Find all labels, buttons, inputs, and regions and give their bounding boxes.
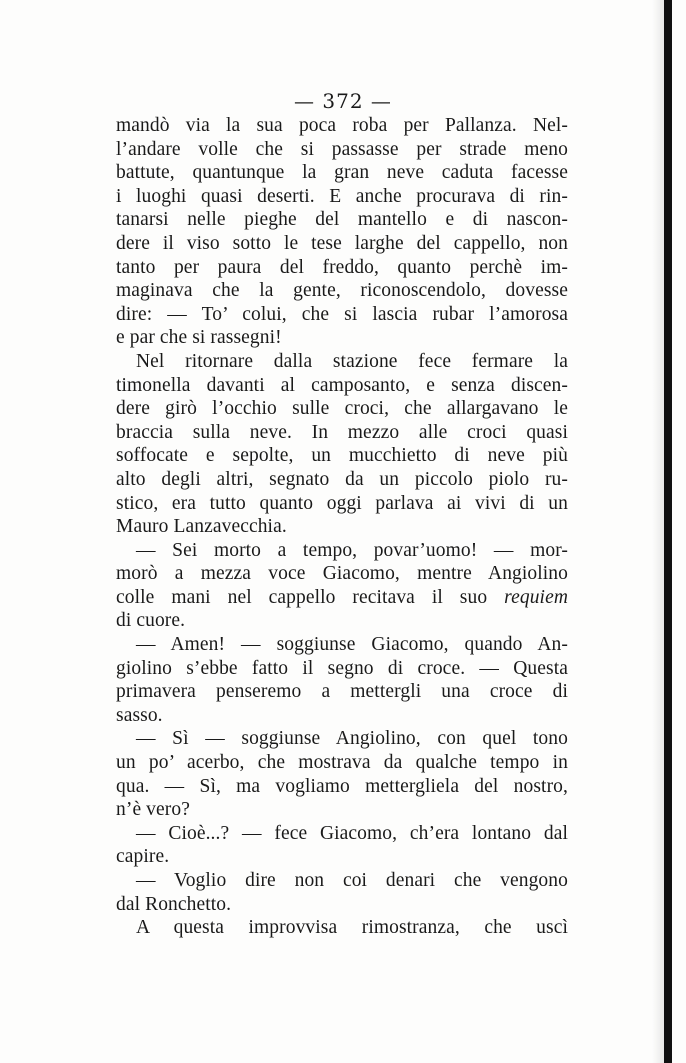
text-line: — Sei morto a tempo, povar’uomo! — mor- bbox=[136, 539, 568, 561]
text-line: — Sì — soggiunse Angiolino, con quel tono bbox=[136, 728, 568, 750]
text-line: qua. — Sì, ma vogliamo mettergliela del nostro, bbox=[116, 775, 568, 797]
text-line: timonella davanti al camposanto, e senza discen- bbox=[116, 374, 568, 396]
text-line: A questa improvvisa rimostranza, che uscì bbox=[136, 917, 568, 939]
page-gutter-shadow bbox=[652, 0, 664, 1063]
text-line: mandò via la sua poca roba per Pallanza. Nel- bbox=[116, 115, 568, 136]
text-line: dere il viso sotto le tese larghe del cappello, non bbox=[116, 232, 568, 254]
body-text bbox=[116, 114, 568, 940]
text-line: morò a mezza voce Giacomo, mentre Angiolino bbox=[116, 563, 568, 585]
text-line: stico, era tutto quanto oggi parlava ai vivi di un bbox=[116, 492, 568, 514]
text-line: dere girò l’occhio sulle croci, che allargavano le bbox=[116, 398, 568, 420]
text-line: colle mani nel cappello recitava il suo requiem bbox=[116, 586, 568, 608]
text-line: dire: — To’ colui, che si lascia rubar l’amorosa bbox=[116, 303, 568, 325]
text-line: tanarsi nelle pieghe del mantello e di nascon- bbox=[116, 209, 568, 231]
text-line: n’è vero? bbox=[116, 799, 190, 821]
text-line: di cuore. bbox=[116, 610, 186, 632]
text-line: l’andare volle che si passasse per strade meno bbox=[116, 138, 568, 160]
text-line: — Cioè...? — fece Giacomo, ch’era lontano dal bbox=[136, 822, 568, 844]
text-line: primavera penseremo a mettergli una croce di bbox=[116, 681, 568, 703]
text-line: braccia sulla neve. In mezzo alle croci quasi bbox=[116, 421, 568, 443]
text-line: e par che si rassegni! bbox=[116, 327, 282, 349]
text-line: — Voglio dire non coi denari che vengono bbox=[136, 870, 568, 891]
text-line: tanto per paura del freddo, quanto perchè im- bbox=[116, 256, 568, 278]
text-line: capire. bbox=[116, 846, 170, 868]
page-number: — 372 — bbox=[294, 89, 392, 113]
page-binding-edge bbox=[664, 0, 672, 1063]
text-line: — Amen! — soggiunse Giacomo, quando An- bbox=[136, 634, 568, 656]
text-line: sasso. bbox=[116, 704, 163, 726]
text-line: dal Ronchetto. bbox=[116, 893, 232, 915]
text-line: un po’ acerbo, che mostrava da qualche tempo in bbox=[116, 752, 568, 774]
text-line: maginava che la gente, riconoscendolo, dovesse bbox=[116, 280, 568, 302]
text-line: Nel ritornare dalla stazione fece fermare la bbox=[136, 350, 568, 372]
text-line: battute, quantunque la gran neve caduta facesse bbox=[116, 162, 568, 184]
text-line: giolino s’ebbe fatto il segno di croce. — Questa bbox=[116, 657, 568, 679]
text-line: i luoghi quasi deserti. E anche procurava di rin- bbox=[116, 185, 568, 207]
text-line: soffocate e sepolte, un mucchietto di neve più bbox=[116, 445, 568, 467]
text-line: Mauro Lanzavecchia. bbox=[116, 516, 287, 538]
text-line: alto degli altri, segnato da un piccolo piolo ru- bbox=[116, 468, 568, 490]
